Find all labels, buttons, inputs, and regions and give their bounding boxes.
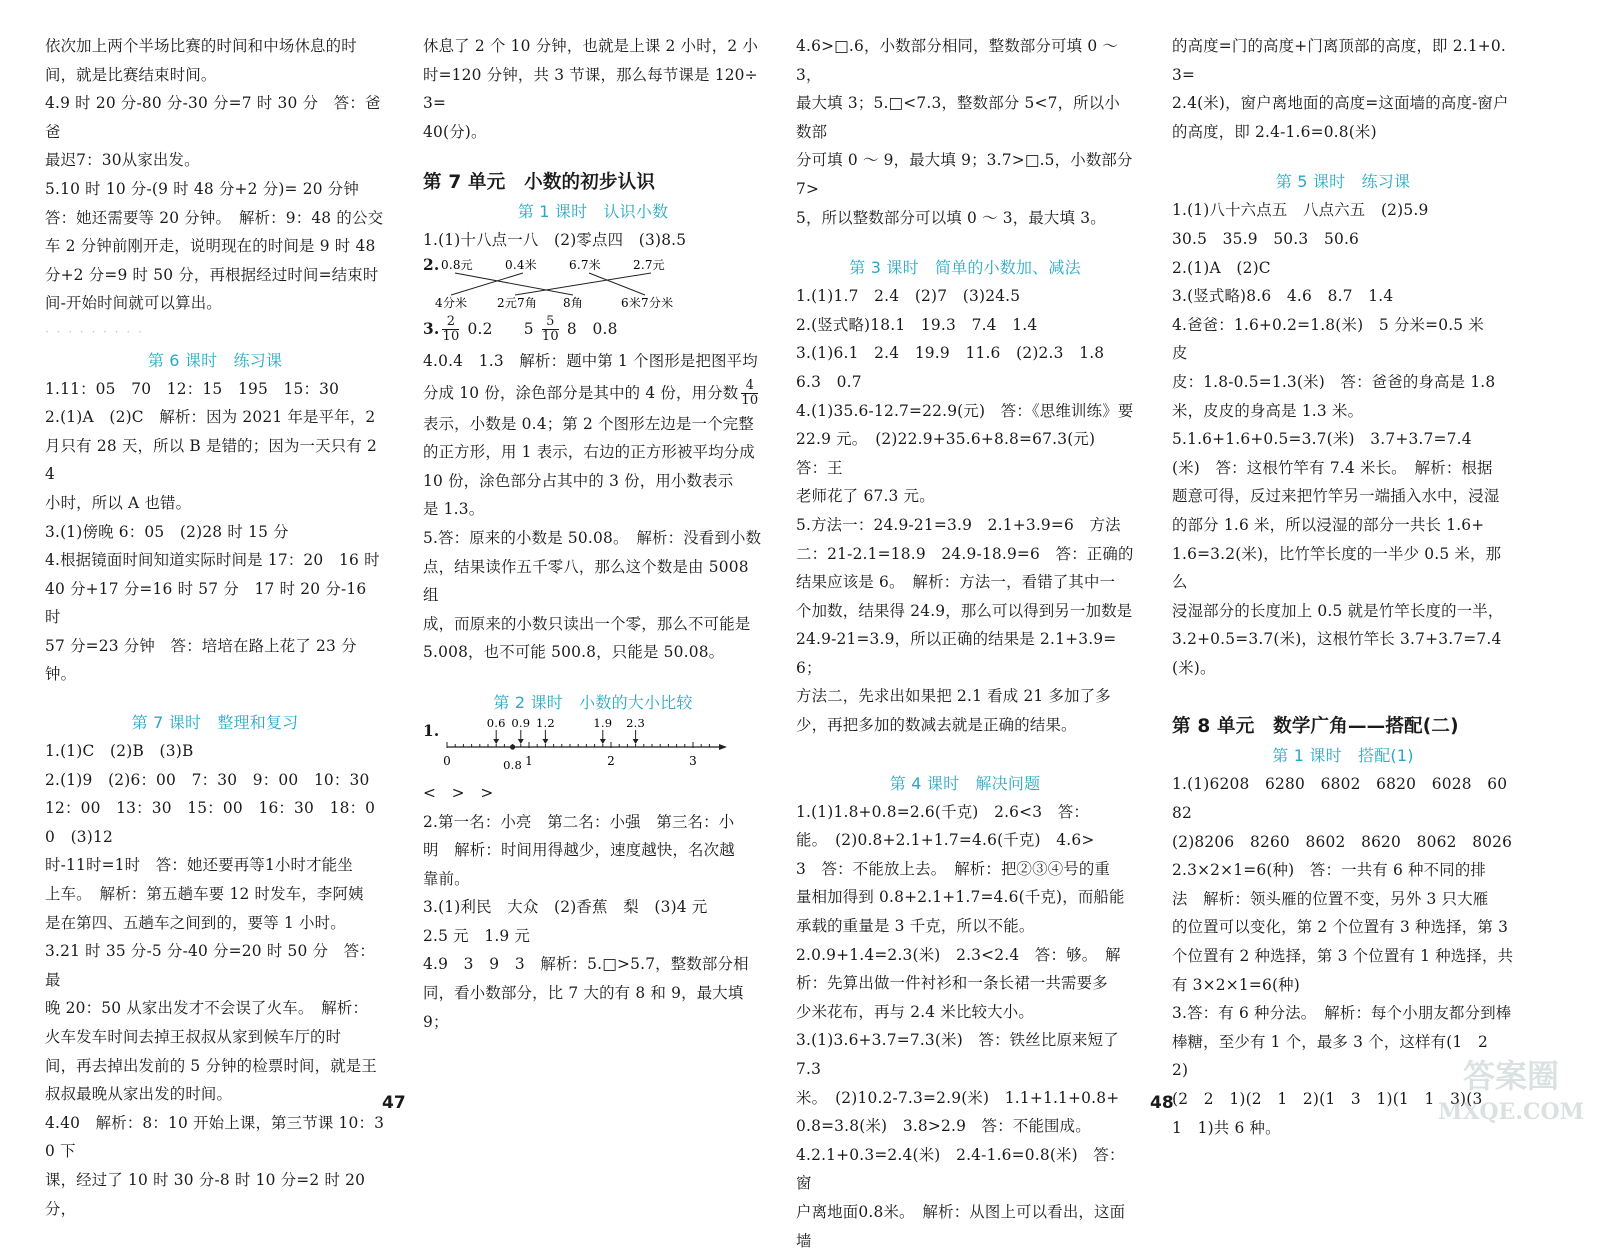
answer-4: 4.9 3 9 3 解析：5.□>5.7，整数部分相 — [423, 955, 749, 974]
spacer — [796, 740, 1134, 770]
text-line: 少米花布，再与 2.4 米比较大小。 — [796, 1002, 1034, 1021]
match-bottom-item: 4分米 — [435, 295, 468, 310]
divider: · · · · · · · · · — [45, 324, 144, 339]
text-line: 户离地面0.8米。 解析：从图上可以看出，这面墙 — [796, 1202, 1126, 1250]
text-line: 30.5 35.9 50.3 50.6 — [1172, 229, 1360, 248]
number-line — [437, 717, 757, 779]
match-bottom-item: 6米7分米 — [621, 295, 674, 310]
text-line: 表示，小数是 0.4；第 2 个图形左边是一个完整 — [423, 414, 754, 433]
text-line: 间-开始时间就可以算出。 — [45, 294, 222, 313]
unit-heading-7: 第 7 单元 小数的初步认识 — [423, 172, 656, 194]
pointer-arrow — [542, 739, 548, 744]
text-line: 点，结果读作五千零八，那么这个数是由 5008 组 — [423, 557, 749, 605]
lesson-heading-3: 第 3 课时 简单的小数加、减法 — [849, 258, 1081, 278]
answer-number: 1. — [423, 721, 440, 740]
text-line: 时=120 分钟，共 3 节课，那么每节课是 120÷3= — [423, 65, 758, 113]
value-label: 1.9 — [593, 716, 613, 730]
text-line: 火车发车时间去掉王叔叔从家到候车厅的时 — [45, 1028, 342, 1046]
text-line: 量相加得到 0.8+2.1+1.7=4.6(千克)，而船能 — [796, 888, 1125, 907]
column-3 — [796, 32, 1134, 1255]
text-line: 同，看小数部分，比 7 大的有 8 和 9，最大填 9； — [423, 984, 744, 1031]
tick-label: 0 — [443, 753, 451, 768]
answer-2: 2.(1)A (2)C — [1172, 258, 1271, 277]
text-span: 8 0.8 — [566, 319, 618, 338]
answer-4: 4.根据镜面时间知道实际时间是 17：20 16 时 — [45, 551, 380, 570]
answer-3: 3.(1)3.6+3.7=7.3(米) 答：铁丝比原来短了 7.3 — [796, 1031, 1119, 1078]
answer-1: 1.11：05 70 12：15 195 15：30 — [45, 379, 340, 398]
text-line: (2 2 1)(2 1 2)(1 3 1)(1 1 3)(3 — [1172, 1090, 1483, 1108]
text-line: 有 3×2×1=6(种) — [1172, 975, 1300, 994]
lesson-heading-1: 第 1 课时 认识小数 — [517, 202, 669, 222]
pointer-arrow — [600, 739, 606, 744]
answer-3: 3.(1)利民 大众 (2)香蕉 梨 (3)4 元 — [423, 898, 708, 917]
denominator: 10 — [442, 329, 460, 345]
matching-diagram — [423, 255, 763, 311]
answer-2: 2.3×2×1=6(种) 答：一共有 6 种不同的排 — [1172, 861, 1487, 880]
answer-1: 1.(1)八十六点五 八点六五 (2)5.9 — [1172, 201, 1429, 220]
text-line: 答：她还需要等 20 分钟。 解析：9：48 的公交 — [45, 208, 384, 227]
text-line: 分+2 分=9 时 50 分，再根据经过时间=结束时 — [45, 265, 379, 284]
lesson-heading-2: 第 2 课时 小数的大小比较 — [493, 692, 693, 712]
numerator: 5 — [542, 315, 559, 330]
text-line: 方法二，先求出如果把 2.1 看成 21 多加了多 — [796, 687, 1111, 706]
pointer-arrow — [518, 739, 524, 744]
text-line: 40 分+17 分=16 时 57 分 17 时 20 分-16 时 — [45, 579, 367, 627]
answer-3: 3.答：有 6 种分法。 解析：每个小朋友都分到棒 — [1172, 1004, 1512, 1023]
page-number-left: 47 — [382, 1093, 406, 1113]
match-line — [589, 273, 645, 295]
answer-3: 3.(1)6.1 2.4 19.9 11.6 (2)2.3 1.8 — [796, 344, 1105, 363]
value-label: 2.3 — [626, 716, 646, 730]
text-line: 月只有 28 天，所以 B 是错的；因为一天只有 24 — [45, 436, 377, 484]
text-line: 3 答：不能放上去。 解析：把②③④号的重 — [796, 859, 1111, 878]
fraction — [741, 379, 758, 408]
answer-4: 4.(1)35.6-12.7=22.9(元) 答：《思维训练》要 — [796, 401, 1134, 420]
answer-1: 1.(1)C (2)B (3)B — [45, 742, 194, 761]
lesson-heading-6: 第 6 课时 练习课 — [147, 350, 283, 370]
lesson-heading-1: 第 1 课时 搭配(1) — [1272, 746, 1414, 766]
text-line: 1.6=3.2(米)，比竹竿长度的一半少 0.5 米，那么 — [1172, 544, 1502, 592]
match-top-item: 0.8元 — [441, 257, 473, 272]
answer-3: 3.(竖式略)8.6 4.6 8.7 1.4 — [1172, 287, 1394, 306]
watermark-logo — [1436, 1049, 1586, 1127]
text-line: 法 解析：领头雁的位置不变，另外 3 只大雁 — [1172, 889, 1489, 908]
text-line: 40(分)。 — [423, 122, 487, 141]
text-line: 2.4(米)，窗户离地面的高度=这面墙的高度-窗户 — [1172, 94, 1509, 113]
answer-4: 4.爸爸：1.6+0.2=1.8(米) 5 分米=0.5 米 皮 — [1172, 315, 1500, 363]
answer-5: 5.答：原来的小数是 50.08。 解析：没看到小数 — [423, 528, 762, 547]
text-line: 休息了 2 个 10 分钟，也就是上课 2 小时，2 小 — [423, 37, 759, 55]
text-line: 上车。 解析：第五趟车要 12 时发车，李阿姨 — [45, 885, 364, 904]
value-label: 0.8 — [503, 757, 523, 772]
spacer — [423, 146, 763, 168]
pointer-arrow — [493, 739, 499, 744]
text-line: (2)8206 8260 8602 8620 8062 8026 — [1172, 832, 1513, 851]
text-line: 明 解析：时间用得越少，速度越快，名次越 — [423, 841, 735, 860]
tick-label: 1 — [525, 753, 533, 768]
answer-5: 5.1.6+1.6+0.5=3.7(米) 3.7+3.7=7.4 — [1172, 430, 1472, 449]
answer-1: 1.(1)十八点一八 (2)零点四 (3)8.5 — [423, 231, 687, 250]
text-line: (米) 答：这根竹竿有 7.4 米长。 解析：根据 — [1172, 458, 1493, 477]
text-line: 的正方形，用 1 表示，右边的正方形被平均分成 — [423, 443, 755, 462]
numerator: 4 — [741, 379, 758, 394]
text-line: 承载的重量是 3 千克，所以不能。 — [796, 917, 1035, 936]
match-top-item: 2.7元 — [633, 257, 665, 272]
text-line: 浸湿部分的长度加上 0.5 就是竹竿长度的一半， — [1172, 601, 1504, 620]
pointer-arrow — [633, 739, 639, 744]
text-line: 个加数，结果得 24.9，那么可以得到另一加数是 — [796, 601, 1133, 620]
text-line: 24.9-21=3.9，所以正确的结果是 2.1+3.9=6； — [796, 630, 1117, 677]
text-line: 间，就是比赛结束时间。 — [45, 65, 217, 84]
text-line: 的部分 1.6 米，所以浸湿的部分一共长 1.6+ — [1172, 515, 1485, 534]
text-line: 结果应该是 6。 解析：方法一，看错了其中一 — [796, 573, 1116, 592]
text-line: 的高度=门的高度+门离顶部的高度，即 2.1+0.3= — [1172, 37, 1506, 84]
text-line: 5，所以整数部分可以填 0 ～ 3，最大填 3。 — [796, 208, 1106, 227]
text-line: (米)。 — [1172, 658, 1216, 677]
answer-3: 3.21 时 35 分-5 分-40 分=20 时 50 分 答：最 — [45, 942, 375, 989]
tick-label: 2 — [607, 753, 615, 768]
text-line: 题意可得，反过来把竹竿另一端插入水中，浸湿 — [1172, 487, 1500, 506]
value-label: 0.9 — [511, 716, 531, 730]
page-number-right: 48 — [1150, 1093, 1174, 1113]
match-line — [455, 273, 573, 295]
text-span: 分成 10 份，涂色部分是其中的 4 份，用分数 — [423, 383, 739, 402]
match-top-item: 0.4米 — [505, 257, 537, 272]
answer-1: 1.(1)6208 6280 6802 6820 6028 6082 — [1172, 775, 1508, 823]
answer-3: 3.(1)傍晚 6：05 (2)28 时 15 分 — [45, 522, 289, 541]
match-line — [515, 273, 651, 295]
answer-2: 2.0.9+1.4=2.3(米) 2.3<2.4 答：够。 解 — [796, 945, 1121, 964]
answer-2: 2.(竖式略)18.1 19.3 7.4 1.4 — [796, 315, 1038, 334]
text-line: 析：先算出做一件衬衫和一条长裙一共需要多 — [796, 974, 1108, 993]
match-top-item: 6.7米 — [569, 257, 601, 272]
text-line: 是 1.3。 — [423, 500, 485, 519]
text-line: 时-11时=1时 答：她还要再等1小时才能坐 — [45, 856, 353, 875]
text-line: 的高度，即 2.4-1.6=0.8(米) — [1172, 122, 1377, 141]
text-line: 棒糖，至少有 1 个，最多 3 个，这样有(1 2 2) — [1172, 1032, 1504, 1080]
answer-4: 4.40 解析：8：10 开始上课，第三节课 10：30 下 — [45, 1113, 385, 1161]
answer-4: 4.9 时 20 分-80 分-30 分=7 时 30 分 答：爸爸 — [45, 94, 381, 141]
answer-1: 1.(1)1.8+0.8=2.6(千克) 2.6<3 答： — [796, 802, 1090, 821]
number-line-figure — [423, 717, 763, 779]
text-line: 二：21-2.1=18.9 24.9-18.9=6 答：正确的 — [796, 544, 1134, 563]
text-line: 叔叔最晚从家出发的时间。 — [45, 1085, 233, 1104]
answer-4: 4.0.4 1.3 解析：题中第 1 个图形是把图平均 — [423, 351, 758, 370]
text-line: 最大填 3；5.□<7.3，整数部分 5<7，所以小数部 — [796, 94, 1120, 141]
watermark-text: 答案圈 — [1462, 1057, 1560, 1095]
numerator: 2 — [442, 315, 459, 330]
spacer — [423, 667, 763, 689]
text-line: 6.3 0.7 — [796, 372, 862, 391]
answer-2: 2.第一名：小亮 第二名：小强 第三名：小 — [423, 812, 735, 831]
text-span: 0.2 5 — [467, 319, 534, 338]
column-4 — [1172, 32, 1514, 1142]
text-line: 能。 (2)0.8+2.1+1.7=4.6(千克) 4.6> — [796, 831, 1095, 850]
text-line — [423, 376, 763, 410]
fraction — [542, 315, 559, 344]
lesson-heading-4: 第 4 课时 解决问题 — [889, 773, 1041, 793]
answer-5: 5.方法一：24.9-21=3.9 2.1+3.9=6 方法 — [796, 515, 1121, 534]
text-line: 靠前。 — [423, 869, 470, 888]
text-line: 0.8=3.8(米) 3.8>2.9 答：不能围成。 — [796, 1117, 1091, 1136]
text-line: 米，皮皮的身高是 1.3 米。 — [1172, 401, 1364, 420]
text-line: 车 2 分钟前刚开走，说明现在的时间是 9 时 48 — [45, 237, 376, 256]
text-line: 3.2+0.5=3.7(米)，这根竹竿长 3.7+3.7=7.4 — [1172, 630, 1502, 649]
comparison-answer: < > > — [423, 783, 494, 802]
answer-3 — [423, 311, 763, 347]
text-line: 依次加上两个半场比赛的时间和中场休息的时 — [45, 37, 357, 55]
text-line: 成，而原来的小数只读出一个零，那么不可能是 — [423, 614, 751, 633]
text-line: 5.008，也不可能 500.8，只能是 50.08。 — [423, 643, 725, 662]
denominator: 10 — [541, 329, 559, 345]
axis-arrow — [719, 744, 727, 750]
text-line: 1 1)共 6 种。 — [1172, 1118, 1281, 1137]
spacer — [796, 232, 1134, 254]
value-label: 1.2 — [535, 716, 555, 730]
answer-2: 2.(1)9 (2)6：00 7：30 9：00 10：30 — [45, 770, 370, 789]
text-line: 个位置有 2 种选择，第 3 个位置有 1 种选择，共 — [1172, 947, 1514, 966]
text-line: 4.6>□.6，小数部分相同，整数部分可填 0 ～ 3， — [796, 37, 1119, 84]
value-label: 0.6 — [486, 716, 506, 730]
text-line: 米。 (2)10.2-7.3=2.9(米) 1.1+1.1+0.8+ — [796, 1088, 1120, 1107]
point-marker — [510, 744, 515, 749]
match-bottom-item: 2元7角 — [497, 295, 538, 310]
text-line: 22.9 元。 (2)22.9+35.6+8.8=67.3(元) 答：王 — [796, 430, 1111, 477]
text-line: 2.5 元 1.9 元 — [423, 926, 531, 945]
text-line: 小时，所以 A 也错。 — [45, 493, 192, 512]
match-bottom-item: 8角 — [563, 295, 584, 310]
tick-label: 3 — [689, 753, 697, 768]
text-line: 是在第四、五趟车之间到的，要等 1 小时。 — [45, 913, 346, 932]
spacer — [1172, 146, 1514, 168]
text-line: 分可填 0 ～ 9，最大填 9；3.7>□.5，小数部分 7> — [796, 151, 1133, 198]
column-1 — [45, 32, 385, 1223]
matching-lines — [423, 255, 763, 311]
text-line: 最迟7：30从家出发。 — [45, 151, 200, 170]
denominator: 10 — [741, 393, 759, 409]
answer-2: 2.(1)A (2)C 解析：因为 2021 年是平年，2 — [45, 408, 376, 427]
lesson-heading-5: 第 5 课时 练习课 — [1275, 172, 1411, 192]
text-line: 晚 20：50 从家出发才不会误了火车。 解析： — [45, 999, 369, 1018]
unit-heading-8: 第 8 单元 数学广角——搭配(二) — [1172, 716, 1459, 738]
answer-1: 1.(1)1.7 2.4 (2)7 (3)24.5 — [796, 287, 1021, 306]
answer-number: 2. — [423, 255, 440, 274]
text-line: 少，再把多加的数减去就是正确的结果。 — [796, 716, 1077, 735]
text-line: 57 分=23 分钟 答：培培在路上花了 23 分钟。 — [45, 636, 357, 684]
answer-number: 3. — [423, 319, 440, 338]
text-line: 间，再去掉出发前的 5 分钟的检票时间，就是王 — [45, 1056, 377, 1075]
fraction — [442, 315, 459, 344]
spacer — [1172, 682, 1514, 712]
column-2 — [423, 32, 763, 1036]
text-line: 的位置可以变化，第 2 个位置有 3 种选择，第 3 — [1172, 918, 1509, 937]
lesson-heading-7: 第 7 课时 整理和复习 — [131, 713, 299, 733]
text-line: 课，经过了 10 时 30 分-8 时 10 分=2 时 20 分， — [45, 1170, 366, 1218]
answer-4: 4.2.1+0.3=2.4(米) 2.4-1.6=0.8(米) 答：窗 — [796, 1145, 1125, 1193]
text-line: 老师花了 67.3 元。 — [796, 487, 935, 506]
text-line: 皮：1.8-0.5=1.3(米) 答：爸爸的身高是 1.8 — [1172, 372, 1496, 391]
spacer — [45, 689, 385, 709]
answer-5: 5.10 时 10 分-(9 时 48 分+2 分)= 20 分钟 — [45, 179, 359, 198]
text-line: 10 份，涂色部分占其中的 3 份，用小数表示 — [423, 471, 734, 490]
text-line: 12：00 13：30 15：00 16：30 18：00 (3)12 — [45, 799, 376, 846]
watermark-url: MXQE.COM — [1437, 1099, 1585, 1125]
